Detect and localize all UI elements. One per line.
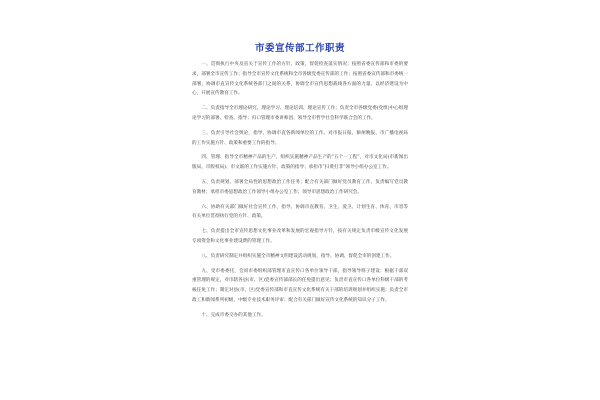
document-body: [192, 60, 408, 326]
document-title: 市委宣传部工作职责: [254, 43, 345, 54]
paragraph: 三、负责引导社会舆论，指导、协调市直各新闻单位的工作。对市报日报、颍州晚报、市广播电视局的工作实施方针、政策和重要工作的指导。: [192, 130, 408, 146]
paragraph: 七、负责提出全市宣传思想文化事业改革和发展的宏观指导方针，按有关规定负责市级宣传文化发展专项资金和文化事业建设费的管理工作。: [192, 229, 408, 244]
paragraph: 二、负责指导全市理论研究、理论学习、理论培训、理论宣传工作；负责全市各级党委(党组)中心组理论学习的部署、检查、指导；归口管理市委讲师团、领导全市哲学社会科学联合会的工作。: [192, 106, 408, 121]
paragraph: 一、贯彻执行中央及省关于宣传工作的方针、政策，督促检查落实情况；按照省委宣传部和市委的要求，部署全市宣传工作；指导全市宣传文化系统和全市各级党委宣传部的工作；按照省委宣传部和市委统一部署，协调市直宣传文化系统各部门之间的关系，协调全市宣传思想战线各方面的力量，以经济建设为中心，开展宣传教育工作。: [192, 62, 408, 97]
document-page: [178, 30, 422, 375]
paragraph: 六、协助有关部门做好社会宣传工作，指导、协调市直教育、卫生、爱卫、计划生育、体育、市容等有关单位贯彻执行党的方针、政策。: [192, 204, 408, 220]
paragraph: 四、管理、指导全市精神产品的生产，组织实施精神产品生产的“五个一工程”，对市文化局(市新闻出版局、市版权局)、市文联的工作实施方针、政策的指导；承担市“扫黄打非”领导小组办公室工作。: [192, 155, 408, 171]
paragraph: 五、负责规划、部署全局性的思想政治工作任务；配合有关部门做好党员教育工作，负责编写党员教育教材；承担市委思想政治工作领导小组办公室工作；领导市思想政治工作研究会。: [192, 179, 408, 195]
paragraph: 八、负责研究制定并组织实施全市精神文明建设活动规划，指导、协调、督促全市的创建工作。: [201, 253, 395, 259]
paragraph: 九、受市委委托，会同市委组织部管理市直宣传口各单位领导干部，指导领导班子建设；根据干部双重管理的规定，对市辖各县(市、区)党委宣传部部长的任免提出意见；负责市直宣传口各单位科级干部的考核任免工作；制定对县(市、区)党委宣传部和市直宣传文化系统有关干部的培训规划并组织实施；负责全市政工和新闻系列初级、中级专业技术职务评审；配合有关部门做好宣传文化系统的知识分子工作。: [192, 268, 408, 303]
paragraph: 十、完成市委交办的其他工作。: [201, 312, 266, 318]
